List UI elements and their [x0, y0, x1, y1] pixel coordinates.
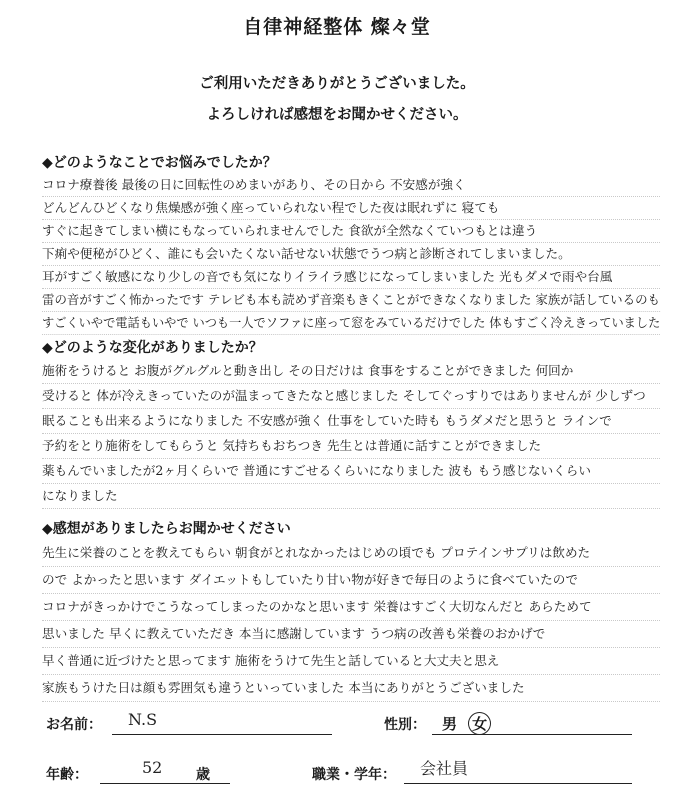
answer-line: すごくいやで電話もいやで いつも一人でソファに座って窓をみているだけでした 体もすごく冷えきっていました	[42, 312, 660, 335]
answer-handwritten	[42, 359, 660, 509]
answer-line: 先生に栄養のことを教えてもらい 朝食がとれなかったはじめの頃でも プロテインサプリは飲めた	[42, 540, 660, 567]
answer-line: 家族もうけた日は顔も雰囲気も違うといっていました 本当にありがとうございました	[42, 675, 660, 702]
answer-line: 予約をとり施術をしてもらうと 気持ちもおちつき 先生とは普通に話すことができました	[42, 434, 660, 459]
name-underline	[112, 734, 332, 735]
question-impressions	[42, 518, 660, 702]
answer-line: になりました	[42, 484, 660, 509]
gender-option-male: 男	[442, 715, 458, 733]
age-value: 52	[142, 758, 163, 777]
answer-line: すぐに起きてしまい横にもなっていられませんでした 食欲が全然なくていつもとは違う	[42, 220, 660, 243]
answer-handwritten	[42, 540, 660, 702]
age-label: 年齢：	[46, 767, 88, 783]
gender-underline	[432, 734, 632, 735]
answer-line: ので よかったと思います ダイエットもしていたり甘い物が好きで毎日のように食べていたので	[42, 567, 660, 594]
question-heading: ◆どのような変化がありましたか？	[42, 340, 263, 356]
age-unit: 歳	[196, 767, 210, 783]
answer-line: 思いました 早くに教えていただき 本当に感謝しています うつ病の改善も栄養のおかげで	[42, 621, 660, 648]
question-worries	[42, 152, 660, 335]
gender-option-female-circled: 女	[468, 712, 491, 735]
answer-line: コロナがきっかけでこうなってしまったのかなと思います 栄養はすごく大切なんだと あらためて	[42, 594, 660, 621]
answer-line: 受けると 体が冷えきっていたのが温まってきたなと感じました そしてぐっすりではありませんが 少しずつ	[42, 384, 660, 409]
intro-line-2: よろしければ感想をお聞かせください。	[206, 107, 468, 123]
name-value: N.S	[128, 710, 158, 729]
occupation-value: 会社員	[420, 759, 469, 778]
answer-handwritten	[42, 174, 660, 335]
intro-line-1: ご利用いただきありがとうございました。	[199, 76, 475, 92]
age-underline	[100, 783, 230, 784]
answer-line: どんどんひどくなり焦燥感が強く座っていられない程でした夜は眠れずに 寝ても	[42, 197, 660, 220]
occupation-label: 職業・学年：	[312, 767, 396, 783]
question-heading: ◆感想がありましたらお聞かせください	[42, 521, 291, 537]
occupation-underline	[404, 783, 632, 784]
answer-line: 雷の音がすごく怖かったです テレビも本も読めず音楽もきくことができなくなりました 家族が話しているのも	[42, 289, 660, 312]
question-heading: ◆どのようなことでお悩みでしたか？	[42, 155, 277, 171]
gender-options	[442, 712, 499, 735]
answer-line: 早く普通に近づけたと思ってます 施術をうけて先生と話していると大丈夫と思え	[42, 648, 660, 675]
question-changes	[42, 337, 660, 509]
page-title: 自律神経整体 燦々堂	[243, 16, 431, 38]
answer-line: コロナ療養後 最後の日に回転性のめまいがあり、その日から 不安感が強く	[42, 174, 660, 197]
answer-line: 施術をうけると お腹がグルグルと動き出し その日だけは 食事をすることができました 何回か	[42, 359, 660, 384]
name-label: お名前：	[46, 717, 102, 733]
answer-line: 眠ることも出来るようになりました 不安感が強く 仕事をしていた時も もうダメだと思うと ラインで	[42, 409, 660, 434]
answer-line: 耳がすごく敏感になり少しの音でも気になりイライラ感じになってしまいました 光もダメで雨や台風	[42, 266, 660, 289]
gender-label: 性別：	[384, 717, 426, 733]
answer-line: 下痢や便秘がひどく、誰にも会いたくない話せない状態でうつ病と診断されてしまいました。	[42, 243, 660, 266]
answer-line: 薬もんでいましたが2ヶ月くらいで 普通にすごせるくらいになりました 波も もう感じないくらい	[42, 459, 660, 484]
